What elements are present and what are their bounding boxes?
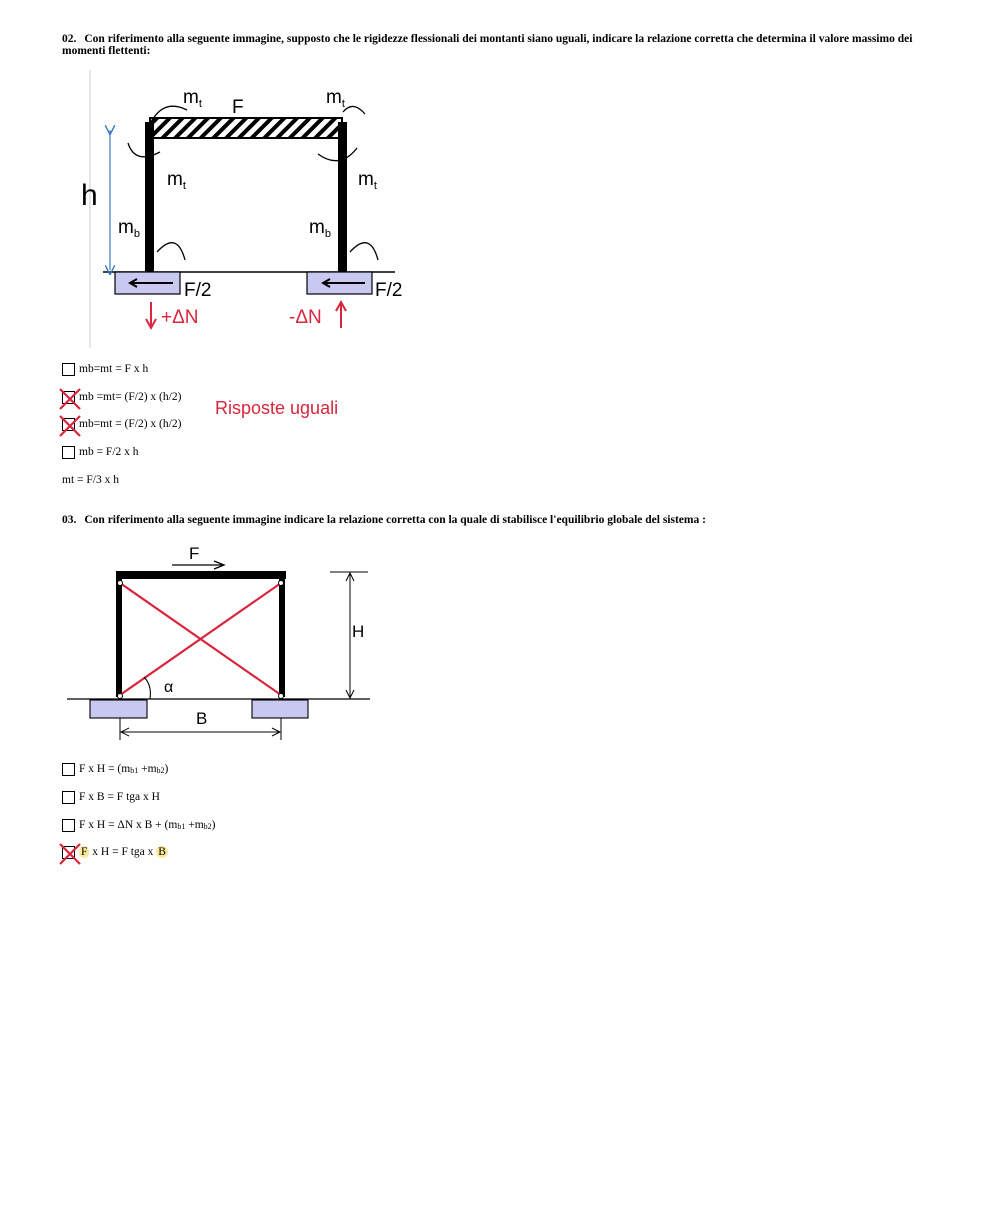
label-alpha: α [164,679,174,696]
highlight: F [81,846,88,858]
checkbox[interactable] [62,363,75,376]
checkbox[interactable] [62,763,75,776]
left-footing [90,700,147,718]
hinge [118,581,123,586]
label-H: H [352,622,365,641]
hinge [279,694,284,699]
q02-option-2[interactable] [62,389,181,405]
label-F: F [232,97,244,118]
red-x-mark-icon [58,387,82,411]
label-mb-right: $m_b$ [309,217,331,240]
option-label: F x H = ΔN x $B + (m_{b1} +m_{b2})$ [79,819,216,831]
q02-option-4[interactable] [62,444,139,460]
moment-arc-base-right [350,243,378,260]
right-footing [252,700,308,718]
q03-option-1[interactable] [62,761,168,777]
label-plus-dn: +ΔN [161,307,199,328]
right-column [279,575,285,697]
option-label: mb=mt = (F/2) x (h/2) [79,418,182,430]
q03-option-2[interactable] [62,789,160,805]
checkbox[interactable] [62,391,75,404]
option-label: F x $H = (m_{b1} +m_{b2})$ [79,763,169,775]
question-text: Con riferimento alla seguente immagine, supposto che le rigidezze flessionali dei montanti siano uguali, indicare la relazione corretta che determina il valore massimo dei momenti flettenti: [62,33,913,57]
down-arrow-icon [146,302,156,328]
label-h: h [81,179,98,212]
up-arrow-icon [336,302,346,328]
label-mt-top-right: $m_t$ [326,87,345,110]
option-label: mb =mt= (F/2) x (h/2) [79,391,182,403]
question-02-text [62,33,942,57]
right-column [338,122,347,272]
moment-arc-top-right [318,148,357,161]
q03-option-4[interactable] [62,844,168,860]
moment-arc-top-right-outer [343,106,365,114]
q02-option-3[interactable] [62,416,181,432]
beam [116,571,286,579]
q02-option-1[interactable] [62,361,148,377]
red-x-mark-icon [58,414,82,438]
q02-extra-line: mt = F/3 x h [62,474,119,486]
option-label: F x H = F tga x B [81,846,166,858]
left-column [145,122,154,272]
label-mt-inner-left: $m_t$ [167,169,186,192]
label-B: B [196,709,208,728]
label-F: F [189,544,200,563]
checkbox[interactable] [62,846,75,859]
option-label: F x B = F tga x H [79,791,160,803]
beam [150,118,342,138]
hinge [279,581,284,586]
option-label: mb = F/2 x h [79,446,139,458]
braced-frame-figure [62,540,382,750]
hinge [118,694,123,699]
red-x-mark-icon [58,842,82,866]
question-03-text [62,514,942,526]
label-mb-left: $m_b$ [118,217,140,240]
checkbox[interactable] [62,791,75,804]
annotation-note: Risposte uguali [215,398,339,418]
q03-option-3[interactable] [62,817,215,833]
left-column [116,575,122,697]
label-mt-inner-right: $m_t$ [358,169,377,192]
checkbox[interactable] [62,819,75,832]
label-F2-right: F/2 [375,280,403,301]
question-number: 03. [62,514,77,526]
moment-arc-top-left [128,143,160,157]
portal-frame-figure [75,70,420,350]
checkbox[interactable] [62,418,75,431]
label-F2-left: F/2 [184,280,212,301]
highlight: B [158,846,166,858]
label-minus-dn: -ΔN [289,307,322,328]
checkbox[interactable] [62,446,75,459]
angle-arc [144,677,150,699]
question-text: Con riferimento alla seguente immagine indicare la relazione corretta con la quale di stabilisce l'equilibrio globale del sistema : [84,514,706,526]
moment-arc-base-left [157,243,185,260]
label-mt-top-left: $m_t$ [183,87,202,110]
question-number: 02. [62,33,77,45]
option-label: mb=mt = F x h [79,363,149,375]
